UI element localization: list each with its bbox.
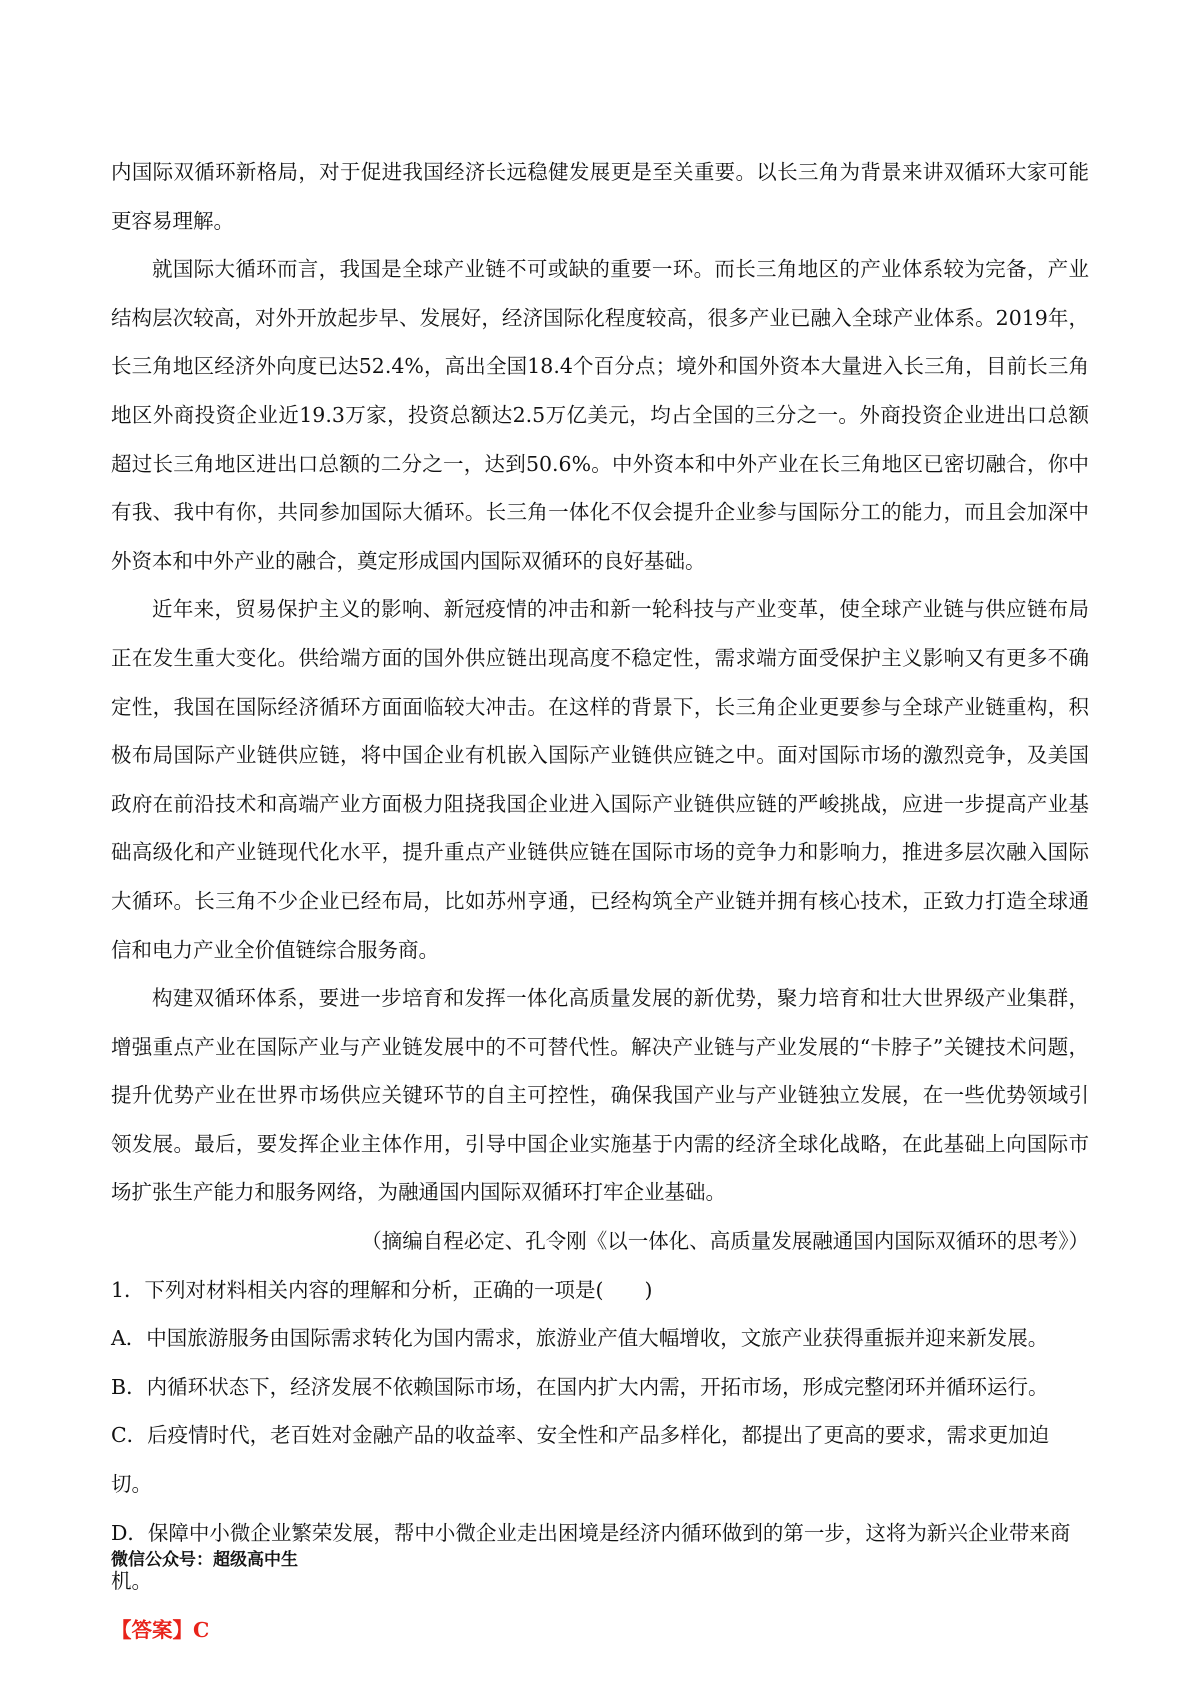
- option-d: D．保障中小微企业繁荣发展，帮中小微企业走出困境是经济内循环做到的第一步，这将为新兴企业带来商机。: [111, 1520, 1071, 1594]
- paragraph-recent-years: 近年来，贸易保护主义的影响、新冠疫情的冲击和新一轮科技与产业变革，使全球产业链与供应链布局正在发生重大变化。供给端方面的国外供应链出现高度不稳定性，需求端方面受保护主义影响又有更多不确定性，我国在国际经济循环方面面临较大冲击。在这样的背景下，长三角企业更要参与全球产业链重构，积极布局国际产业链供应链，将中国企业有机嵌入国际产业链供应链之中。面对国际市场的激烈竞争，及美国政府在前沿技术和高端产业方面极力阻挠我国企业进入国际产业链供应链的严峻挑战，应进一步提高产业基础高级化和产业链现代化水平，提升重点产业链供应链在国际市场的竞争力和影响力，推进多层次融入国际大循环。长三角不少企业已经布局，比如苏州亨通，已经构筑全产业链并拥有核心技术，正致力打造全球通信和电力产业全价值链综合服务商。: [111, 597, 1089, 962]
- footer-wechat-account: 微信公众号：超级高中生: [111, 1550, 298, 1570]
- answer-line: [111, 1606, 1089, 1655]
- option-b: B．内循环状态下，经济发展不依赖国际市场，在国内扩大内需，开拓市场，形成完整闭环并循环运行。: [111, 1374, 1049, 1399]
- paragraph-international-cycle: 就国际大循环而言，我国是全球产业链不可或缺的重要一环。而长三角地区的产业体系较为完备，产业结构层次较高，对外开放起步早、发展好，经济国际化程度较高，很多产业已融入全球产业体系。2019年，长三角地区经济外向度已达52.4%，高出全国18.4个百分点；境外和国外资本大量进入长三角，目前长三角地区外商投资企业近19.3万家，投资总额达2.5万亿美元，均占全国的三分之一。外商投资企业进出口总额超过长三角地区进出口总额的二分之一，达到50.6%。中外资本和中外产业在长三角地区已密切融合，你中有我、我中有你，共同参加国际大循环。长三角一体化不仅会提升企业参与国际分工的能力，而且会加深中外资本和中外产业的融合，奠定形成国内国际双循环的良好基础。: [111, 257, 1089, 573]
- paragraph-continued: 内国际双循环新格局，对于促进我国经济长远稳健发展更是至关重要。以长三角为背景来讲双循环大家可能更容易理解。: [111, 160, 1089, 233]
- paragraph-dual-cycle-system: 构建双循环体系，要进一步培育和发挥一体化高质量发展的新优势，聚力培育和壮大世界级产业集群，增强重点产业在国际产业与产业链发展中的不可替代性。解决产业链与产业发展的“卡脖子”关键技术问题，提升优势产业在世界市场供应关键环节的自主可控性，确保我国产业与产业链独立发展，在一些优势领域引领发展。最后，要发挥企业主体作用，引导中国企业实施基于内需的经济全球化战略，在此基础上向国际市场扩张生产能力和服务网络，为融通国内国际双循环打牢企业基础。: [111, 986, 1089, 1205]
- answer-label: 【答案】: [111, 1617, 193, 1642]
- source-citation: （摘编自程必定、孔令刚《以一体化、高质量发展融通国内国际双循环的思考》）: [361, 1229, 1089, 1254]
- option-a: A．中国旅游服务由国际需求转化为国内需求，旅游业产值大幅增收，文旅产业获得重振并迎来新发展。: [111, 1326, 1049, 1351]
- question-stem: 1．下列对材料相关内容的理解和分析，正确的一项是( ): [111, 1277, 653, 1302]
- document-body: [111, 148, 1089, 1654]
- answer-value: C: [193, 1617, 210, 1642]
- option-c: C．后疫情时代，老百姓对金融产品的收益率、安全性和产品多样化，都提出了更高的要求，需求更加迫切。: [111, 1423, 1050, 1497]
